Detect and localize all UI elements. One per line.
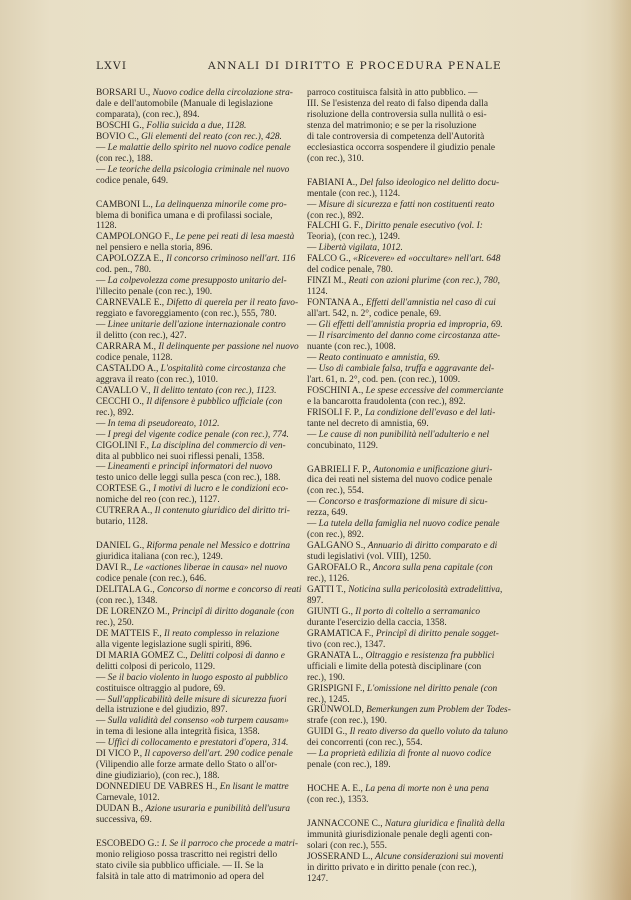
index-entry: [307, 465, 552, 498]
index-entry: [307, 563, 552, 585]
index-entry: [96, 397, 341, 419]
running-title: ANNALI DI DIRITTO E PROCEDURA PENALE: [208, 60, 502, 72]
index-entry-line: il delitto (con rec.), 427.: [96, 331, 187, 342]
index-entry-line: GIUNTI G., Il porto di coltello a serramanico: [307, 606, 481, 617]
index-entry: [96, 430, 341, 441]
index-entry: [307, 727, 552, 749]
index-entry-line: FALCO G., «Ricevere» ed «occultare» nell'art. 648: [307, 254, 501, 265]
index-entry: [307, 243, 552, 254]
index-entry-line: FALCHI G. F., Diritto penale esecutivo (vol. I:: [307, 221, 483, 232]
index-entry: [307, 519, 552, 541]
index-entry-line: CECCHI O., Il difensore è pubblico ufficiale (con: [96, 396, 283, 407]
index-entry: [307, 430, 552, 452]
index-entry: [96, 804, 341, 826]
index-entry-line: FABIANI A., Del falso ideologico nel delitto docu-: [307, 177, 500, 188]
index-entry-line: giuridica italiana (con rec.), 1249.: [96, 552, 223, 563]
index-entry-line: — Gli effetti dell'amnistia propria ed impropria, 69.: [307, 320, 503, 331]
index-entry: [96, 419, 341, 430]
index-entry: [96, 254, 341, 276]
index-entry: [307, 221, 552, 243]
index-entry-line: CAVALLO V., Il delitto tentato (con rec.), 1123.: [96, 385, 277, 396]
index-entry-line: GRANATA L., Oltraggio e resistenza fra pubblici: [307, 650, 495, 661]
index-entry-line: 897.: [307, 595, 324, 606]
index-entry-line: butario, 1128.: [96, 517, 148, 528]
index-entry-line: alla vigente legislazione sugli spiriti, 896.: [96, 639, 252, 650]
index-entry-line: 1124.: [307, 287, 328, 298]
index-entry-line: — Le teoriche della psicologia criminale nel nuovo: [96, 164, 290, 175]
index-entry-line: — Linee unitarie dell'azione internazionale contro: [96, 320, 286, 331]
index-entry-line: — Concorso e trasformazione di misure di sicu-: [307, 497, 488, 508]
index-entry-line: falsità in tale atto di matrimonio ad opera del: [96, 871, 265, 882]
index-entry: [96, 232, 341, 254]
index-entry-line: dei concorrenti (con rec.), 554.: [307, 738, 423, 749]
index-entry-line: — La proprietà edilizia di fronte al nuovo codice: [307, 749, 492, 760]
index-entry-line: 1128.: [96, 221, 117, 232]
index-entry-line: (con rec.), 892.: [307, 530, 364, 541]
index-entry-line: (con rec.), 310.: [307, 153, 364, 164]
index-entry-line: — Libertà vigilata, 1012.: [307, 243, 403, 254]
index-entry: [96, 298, 341, 320]
index-entry: [307, 408, 552, 430]
index-entry-line: di tale controversia di competenza dell'Autorità: [307, 131, 485, 142]
index-entry-line: HOCHE A. E., La pena di morte non è una pena: [307, 784, 489, 795]
page-corner-damage: [571, 700, 631, 900]
index-entry-line: JOSSERAND L., Alcune considerazioni sui moventi: [307, 851, 504, 862]
index-entry-line: (con rec.), 554.: [307, 486, 364, 497]
index-entry-line: CARRARA M., Il delinquente per passione nel nuovo: [96, 341, 299, 352]
index-entry: [96, 320, 341, 342]
index-entry: [307, 819, 552, 852]
index-entry-line: — Sulla validità del consenso «ob turpem causam»: [96, 716, 289, 727]
index-entry-line: in diritto privato e in diritto penale (con rec.),: [307, 862, 477, 873]
index-entry-line: e la bancarotta fraudolenta (con rec.), 892.: [307, 396, 466, 407]
index-entry: [96, 165, 341, 187]
index-entry: [307, 607, 552, 629]
index-entry-line: GALGANO S., Annuario di diritto comparato e di: [307, 541, 498, 552]
index-entry-line: nel pensiero e nella storia, 896.: [96, 243, 213, 254]
index-entry-line: DELITALA G., Concorso di norme e concorso di reati: [96, 584, 302, 595]
index-entry-line: (con rec.), 1353.: [307, 795, 369, 806]
index-entry-line: — Sull'applicabilità delle misure di sicurezza fuori: [96, 694, 287, 705]
index-entry-line: — La tutela della famiglia nel nuovo codice penale: [307, 519, 500, 530]
index-entry-line: ufficiali e limite della potestà disciplinare (con: [307, 661, 482, 672]
index-entry-line: CARNEVALE E., Difetto di querela per il reato favo-: [96, 298, 299, 309]
index-entry-line: FINZI M., Reati con azioni plurime (con rec.), 780,: [307, 276, 500, 287]
index-entry: [96, 716, 341, 738]
index-entry-line: stenza del matrimonio; e se per la risoluzione: [307, 120, 477, 131]
index-entry-line: rec.), 250.: [96, 617, 134, 628]
index-entry-line: CIGOLINI F., La disciplina del commercio di ven-: [96, 440, 286, 451]
index-entry: [96, 441, 341, 463]
index-entry: [96, 143, 341, 165]
index-entry: [96, 563, 341, 585]
index-entry-line: nomiche del reo (con rec.), 1127.: [96, 495, 220, 506]
index-entry-line: l'illecito penale (con rec.), 190.: [96, 287, 213, 298]
index-entry-line: DI MARIA GOMEZ C., Delitti colposi di danno e: [96, 650, 285, 661]
index-entry-line: concubinato, 1129.: [307, 440, 379, 451]
index-entry: [307, 541, 552, 563]
index-entry-line: — Misure di sicurezza e fatti non costituenti reato: [307, 199, 495, 210]
index-entry: [96, 276, 341, 298]
index-entry-line: mentale (con rec.), 1124.: [307, 188, 401, 199]
index-entry-line: rec.), 892.: [96, 407, 134, 418]
index-entry-line: all'art. 542, n. 2°, codice penale, 69.: [307, 309, 442, 320]
index-entry: [96, 782, 341, 804]
index-entry: [307, 585, 552, 607]
index-entry-line: — In tema di pseudoreato, 1012.: [96, 418, 220, 429]
index-entry-line: blema di bonifica umana e di profilassi sociale,: [96, 210, 273, 221]
index-entry-line: FONTANA A., Effetti dell'amnistia nel caso di cui: [307, 298, 496, 309]
index-entry-line: CAPOLOZZA E., Il concorso criminoso nell'art. 116: [96, 254, 296, 265]
index-entry-line: JANNACCONE C., Natura giuridica e finalità della: [307, 819, 505, 830]
index-entry-line: risoluzione della controversia sulla nullità o esi-: [307, 109, 487, 120]
index-entry-line: parroco costituisca falsità in atto pubblico. —: [307, 88, 478, 98]
index-entry-line: — Il risarcimento del danno come circostanza atte-: [307, 331, 501, 342]
page-number: LXVI: [96, 60, 128, 72]
index-column-left: [96, 88, 341, 883]
index-entry-line: costituisce oltraggio al pudore, 69.: [96, 683, 226, 694]
index-entry-line: GUIDI G., Il reato diverso da quello voluto da taluno: [307, 727, 508, 738]
index-entry-line: tivo (con rec.), 1347.: [307, 639, 386, 650]
index-entry-line: BORSARI U., Nuovo codice della circolazione stra-: [96, 88, 293, 98]
index-entry: [96, 462, 341, 484]
index-entry: [96, 484, 341, 506]
index-entry: [307, 298, 552, 320]
index-entry-line: Teoria), (con rec.), 1249.: [307, 232, 400, 243]
index-entry-line: CAMPOLONGO F., Le pene pei reati di lesa maestà: [96, 232, 295, 243]
index-entry-line: — La colpevolezza come presupposto unitario del-: [96, 276, 287, 287]
index-entry: [307, 331, 552, 353]
index-entry-line: ecclesiastica occorra sospendere il giudizio penale: [307, 142, 496, 153]
index-entry-line: testo unico delle leggi sulla pesca (con rec.), 188.: [96, 473, 281, 484]
index-entry-line: III. Se l'esistenza del reato di falso dipenda dalla: [307, 98, 488, 109]
index-entry-line: del codice penale, 780.: [307, 265, 393, 276]
index-entry-line: dine giudiziario), (con rec.), 188.: [96, 771, 220, 782]
index-entry-line: dale e dell'automobile (Manuale di legislazione: [96, 98, 273, 109]
index-entry-line: aggrava il reato (con rec.), 1010.: [96, 374, 218, 385]
index-entry: [307, 353, 552, 364]
index-entry-line: DAVI R., Le «actiones liberae in causa» nel nuovo: [96, 563, 288, 574]
index-entry: [96, 651, 341, 673]
index-entry-line: durante l'esercizio della caccia, 1358.: [307, 617, 447, 628]
index-entry: [307, 320, 552, 331]
index-entry-line: codice penale, 649.: [96, 175, 169, 186]
index-entry-line: ESCOBEDO G.: I. Se il parroco che procede a matri-: [96, 838, 298, 849]
index-entry-line: (con rec.), 188.: [96, 153, 153, 164]
index-entry-line: CAMBONI L., La delinquenza minorile come pro-: [96, 199, 287, 210]
index-entry: [307, 684, 552, 706]
index-entry-line: solari (con rec.), 555.: [307, 841, 387, 851]
index-entry-line: DUDAN B., Azione usuraria e punibilità dell'usura: [96, 804, 291, 815]
index-entry-line: rec.), 1126.: [307, 574, 350, 585]
index-entry: [307, 629, 552, 651]
index-entry: [307, 497, 552, 519]
index-entry: [96, 673, 341, 695]
index-entry: [307, 852, 552, 885]
index-entry: [96, 88, 341, 121]
index-entry: [307, 88, 552, 165]
index-entry-line: GAROFALO R., Ancora sulla pena capitale (con: [307, 563, 493, 574]
index-entry-line: stato civile sia pubblico ufficiale. — II. Se la: [96, 860, 264, 871]
index-entry-line: comparata), (con rec.), 894.: [96, 109, 200, 120]
index-entry-line: DE MATTEIS F., Il reato complesso in relazione: [96, 628, 280, 639]
index-entry-line: rec.), 190.: [307, 672, 345, 683]
index-entry-line: in tema di lesione alla integrità fisica, 1358.: [96, 727, 260, 738]
index-entry-line: strafe (con rec.), 190.: [307, 716, 387, 727]
index-entry-line: CASTALDO A., L'ospitalità come circostanza che: [96, 363, 286, 374]
index-entry-line: dita al pubblico nei suoi riflessi penali, 1358.: [96, 451, 265, 462]
index-entry-line: studi legislativi (vol. VIII), 1250.: [307, 552, 432, 563]
index-entry-line: BOVIO C., Gli elementi del reato (con rec.), 428.: [96, 131, 282, 142]
index-entry-line: — Uffici di collocamento e prestatori d'opera, 314.: [96, 738, 289, 749]
index-entry-line: codice penale, 1128.: [96, 352, 173, 363]
index-entry: [307, 784, 552, 806]
index-entry: [307, 651, 552, 684]
index-entry: [96, 629, 341, 651]
index-entry-line: CUTRERA A., Il contenuto giuridico del diritto tri-: [96, 506, 290, 517]
index-entry-line: BOSCHI G., Follia suicida a due, 1128.: [96, 120, 247, 131]
index-entry-line: successiva, 69.: [96, 815, 152, 825]
index-entry: [96, 607, 341, 629]
index-entry-line: tante nel decreto di amnistia, 69.: [307, 418, 429, 429]
index-entry-line: dica dei reati nel sistema del nuovo codice penale: [307, 475, 493, 486]
index-entry: [307, 200, 552, 222]
index-entry-line: codice penale (con rec.), 646.: [96, 574, 207, 585]
index-entry-line: Carnevale, 1012.: [96, 793, 160, 804]
index-entry-line: GRAMATICA F., Principî di diritto penale sogget-: [307, 628, 499, 639]
index-entry: [307, 178, 552, 200]
index-entry-line: — Se il bacio violento in luogo esposto al pubblico: [96, 672, 288, 683]
index-column-right: [307, 88, 552, 885]
index-entry: [96, 585, 341, 607]
index-entry-line: FOSCHINI A., Le spese eccessive del commerciante: [307, 385, 504, 396]
index-entry: [307, 386, 552, 408]
index-entry-line: DI VICO P., Il capoverso dell'art. 290 codice penale: [96, 749, 293, 760]
index-entry: [96, 200, 341, 233]
index-entry-line: rezza, 649.: [307, 508, 348, 519]
index-entry-line: — Lineamenti e principî informatori del nuovo: [96, 462, 273, 473]
index-entry: [307, 705, 552, 727]
index-entry-line: 1247.: [307, 873, 329, 884]
index-entry-line: (con rec.), 892.: [307, 210, 364, 221]
index-entry-line: GRISPIGNI F., L'omissione nel diritto penale (con: [307, 683, 498, 694]
index-entry-line: rec.), 1245.: [307, 694, 350, 705]
index-entry: [96, 132, 341, 143]
index-entry: [96, 364, 341, 386]
index-entry-line: — Uso di cambiale falsa, truffa e aggravante del-: [307, 363, 495, 374]
index-entry-line: monio religioso possa trascritto nei registri dello: [96, 849, 278, 860]
index-entry-line: GRÜNWOLD, Bemerkungen zum Problem der Todes-: [307, 705, 511, 716]
index-entry-line: cod. pen., 780.: [96, 265, 152, 276]
index-entry-line: — Le malattie dello spirito nel nuovo codice penale: [96, 142, 291, 153]
index-entry-line: DE LORENZO M., Principî di diritto doganale (con: [96, 606, 295, 617]
index-entry-line: reggiato e favoreggiamento (con rec.), 555, 780.: [96, 309, 277, 320]
index-entry-line: — I pregi del vigente codice penale (con rec.), 774.: [96, 429, 289, 440]
index-entry: [96, 342, 341, 364]
index-entry-line: — Reato continuato e amnistia, 69.: [307, 352, 441, 363]
index-entry: [96, 506, 341, 528]
index-entry-line: penale (con rec.), 189.: [307, 760, 391, 771]
index-entry-line: CORTESE G., I motivi di lucro e le condizioni eco-: [96, 484, 289, 495]
index-entry-line: (Vilipendio alle forze armate dello Stato o all'or-: [96, 760, 278, 771]
index-entry: [307, 276, 552, 298]
index-entry-line: nuante (con rec.), 1008.: [307, 341, 396, 352]
index-entry-line: GATTI T., Noticina sulla pericolosità extradelittiva,: [307, 584, 503, 595]
index-entry-line: l'art. 61, n. 2°, cod. pen. (con rec.), 1009.: [307, 374, 461, 385]
index-entry: [96, 541, 341, 563]
index-entry-line: GABRIELI F. P., Autonomia e unificazione giuri-: [307, 464, 493, 475]
index-entry: [96, 839, 341, 883]
index-entry-line: immunità giurisdizionale penale degli agenti con-: [307, 830, 493, 841]
index-entry-line: DANIEL G., Riforma penale nel Messico e dottrina: [96, 541, 291, 552]
index-entry-line: FRISOLI F. P., La condizione dell'evaso e del lati-: [307, 407, 496, 418]
index-entry-line: — Le cause di non punibilità nell'adulterio e nel: [307, 429, 490, 440]
index-entry: [307, 364, 552, 386]
index-entry-line: della istruzione e del giudizio, 897.: [96, 705, 228, 716]
index-entry-line: DONNEDIEU DE VABRES H., En lisant le mattre: [96, 782, 289, 793]
index-entry: [307, 749, 552, 771]
index-entry: [96, 749, 341, 782]
index-entry-line: (con rec.), 1348.: [96, 595, 158, 606]
index-entry: [96, 738, 341, 749]
index-entry: [96, 695, 341, 717]
index-entry: [307, 254, 552, 276]
index-entry: [96, 121, 341, 132]
index-entry-line: delitti colposi di pericolo, 1129.: [96, 661, 216, 672]
index-entry: [96, 386, 341, 397]
